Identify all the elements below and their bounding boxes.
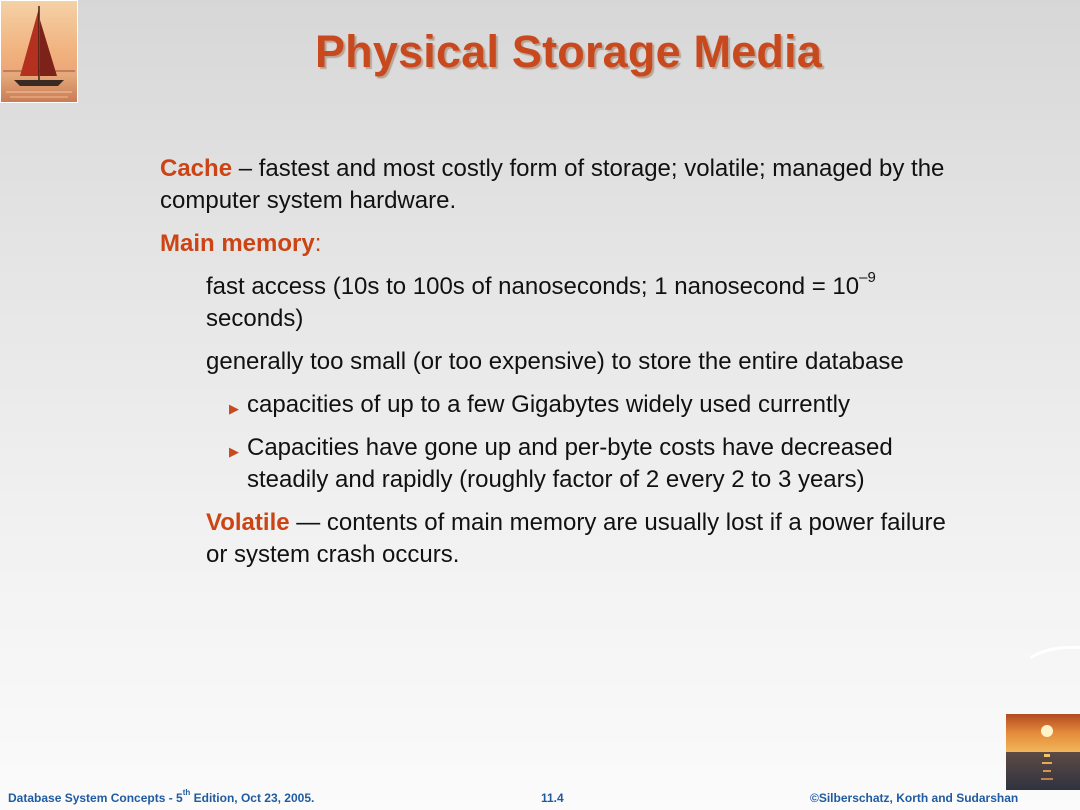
slide-footer: [0, 790, 1080, 810]
cache-term: Cache: [160, 155, 233, 182]
volatile-item: [206, 507, 970, 571]
cache-paragraph: [160, 153, 970, 217]
footer-book-title-sup: th: [182, 788, 191, 797]
arrow-bullet-icon: ▶: [229, 401, 239, 416]
bullet-capacities: [229, 389, 970, 421]
footer-book-title: [8, 788, 315, 805]
bullet-costs: [229, 432, 970, 496]
bullet-costs-text: Capacities have gone up and per-byte costs have decreased steadily and rapidly (roughly factor of 2 every 2 to 3 years): [247, 434, 893, 493]
bullet-capacities-text: capacities of up to a few Gigabytes widely used currently: [247, 391, 850, 418]
fast-access-tail: seconds): [206, 305, 304, 332]
slide-title: Physical Storage Media: [314, 26, 823, 77]
footer-book-title-suffix: Edition, Oct 23, 2005.: [190, 791, 315, 805]
arrow-bullet-icon: ▶: [229, 444, 239, 459]
decorative-curve: [1030, 640, 1080, 680]
main-memory-term: Main memory: [160, 230, 315, 257]
main-memory-heading: [160, 228, 970, 260]
main-memory-colon: :: [314, 230, 322, 257]
footer-page-number: 11.4: [541, 791, 564, 805]
sunset-icon: [1006, 714, 1080, 790]
cache-text: – fastest and most costly form of storage; volatile; managed by the computer system hardware.: [160, 155, 945, 214]
volatile-term: Volatile: [206, 509, 290, 536]
fast-access-exponent: –9: [859, 269, 876, 286]
footer-copyright: ©Silberschatz, Korth and Sudarshan: [810, 791, 1019, 805]
too-small-text: generally too small (or too expensive) to store the entire database: [206, 348, 904, 375]
footer-book-title-prefix: Database System Concepts - 5: [8, 791, 183, 805]
fast-access-item: [206, 271, 970, 335]
slide-content: [160, 153, 970, 582]
fast-access-text: fast access (10s to 100s of nanoseconds; 1 nanosecond = 10: [206, 273, 860, 300]
volatile-text: — contents of main memory are usually lost if a power failure or system crash occurs.: [206, 509, 946, 568]
too-small-item: [206, 346, 970, 378]
